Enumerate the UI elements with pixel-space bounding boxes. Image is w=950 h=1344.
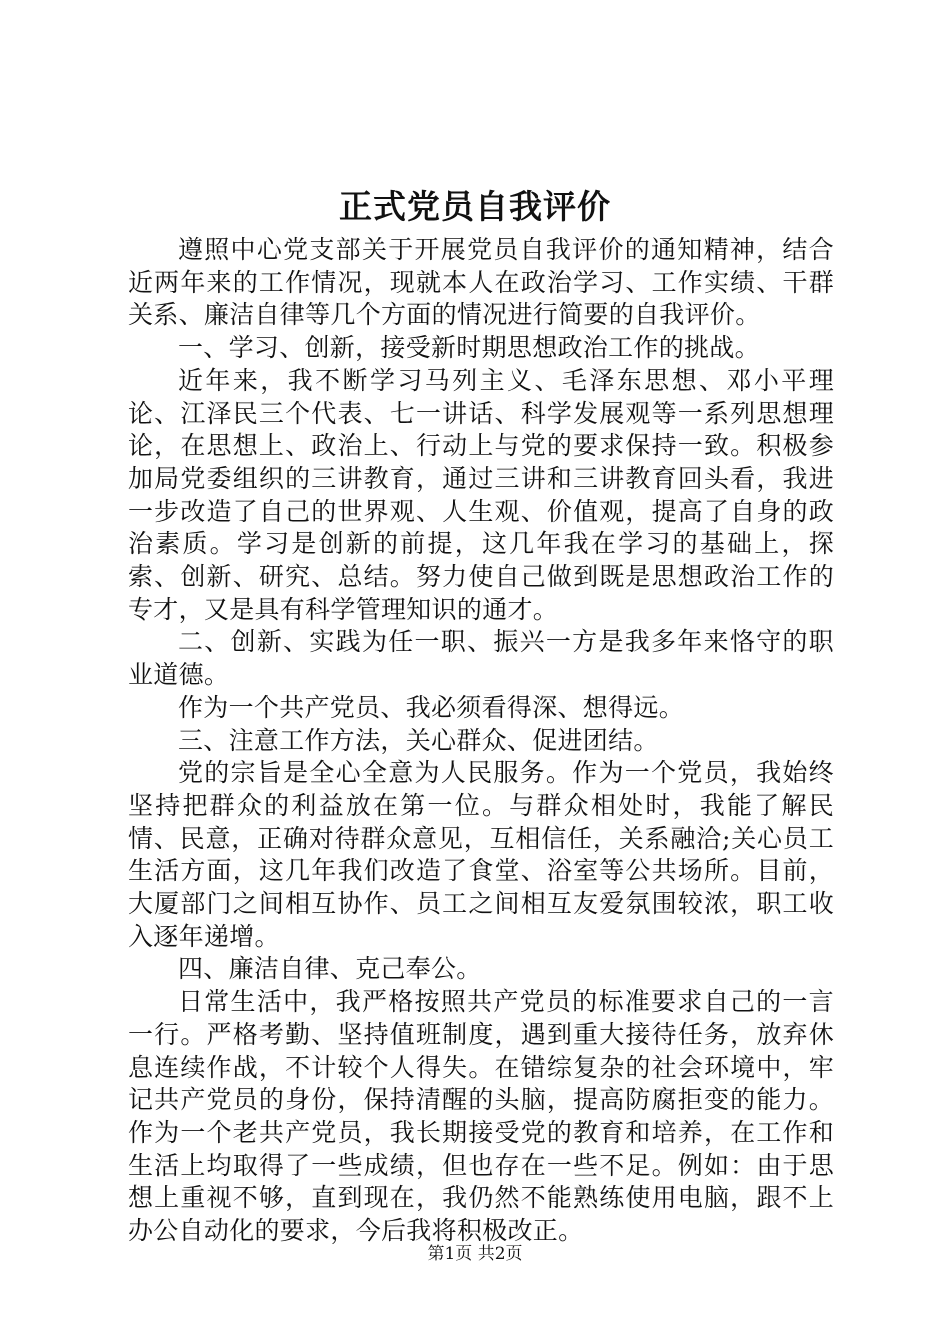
- paragraph-section-1: 近年来，我不断学习马列主义、毛泽东思想、邓小平理论、江泽民三个代表、七一讲话、科学发展观等一系列思想理论，在思想上、政治上、行动上与党的要求保持一致。积极参加局党委组织的三讲教育，通过三讲和三讲教育回头看，我进一步改造了自己的世界观、人生观、价值观，提高了自身的政治素质。学习是创新的前提，这几年我在学习的基础上，探索、创新、研究、总结。努力使自己做到既是思想政治工作的专才，又是具有科学管理知识的通才。: [128, 365, 834, 624]
- paragraph-section-4: 日常生活中，我严格按照共产党员的标准要求自己的一言一行。严格考勤、坚持值班制度，遇到重大接待任务，放弃休息连续作战，不计较个人得失。在错综复杂的社会环境中，牢记共产党员的身份，保持清醒的头脑，提高防腐拒变的能力。作为一个老共产党员，我长期接受党的教育和培养，在工作和生活上均取得了一些成绩，但也存在一些不足。例如：由于思想上重视不够，直到现在，我仍然不能熟练使用电脑，跟不上办公自动化的要求，今后我将积极改正。: [128, 987, 834, 1246]
- document-title: 正式党员自我评价: [339, 187, 611, 226]
- section-heading-1: 一、学习、创新，接受新时期思想政治工作的挑战。: [178, 333, 760, 363]
- document-body: [128, 234, 834, 1248]
- section-heading-4: 四、廉洁自律、克己奉公。: [178, 954, 482, 984]
- paragraph-section-3: 党的宗旨是全心全意为人民服务。作为一个党员，我始终坚持把群众的利益放在第一位。与群众相处时，我能了解民情、民意，正确对待群众意见，互相信任，关系融洽;关心员工生活方面，这几年我们改造了食堂、浴室等公共场所。目前，大厦部门之间相互协作、员工之间相互友爱氛围较浓，职工收入逐年递增。: [128, 758, 834, 951]
- section-heading-3: 三、注意工作方法，关心群众、促进团结。: [178, 725, 659, 755]
- paragraph-section-2: 作为一个共产党员、我必须看得深、想得远。: [178, 692, 685, 722]
- paragraph-intro: 遵照中心党支部关于开展党员自我评价的通知精神，结合近两年来的工作情况，现就本人在政治学习、工作实绩、干群关系、廉洁自律等几个方面的情况进行简要的自我评价。: [128, 235, 834, 330]
- section-heading-2: 二、创新、实践为任一职、振兴一方是我多年来恪守的职业道德。: [128, 627, 834, 690]
- page-footer: 第1页 共2页: [427, 1244, 523, 1264]
